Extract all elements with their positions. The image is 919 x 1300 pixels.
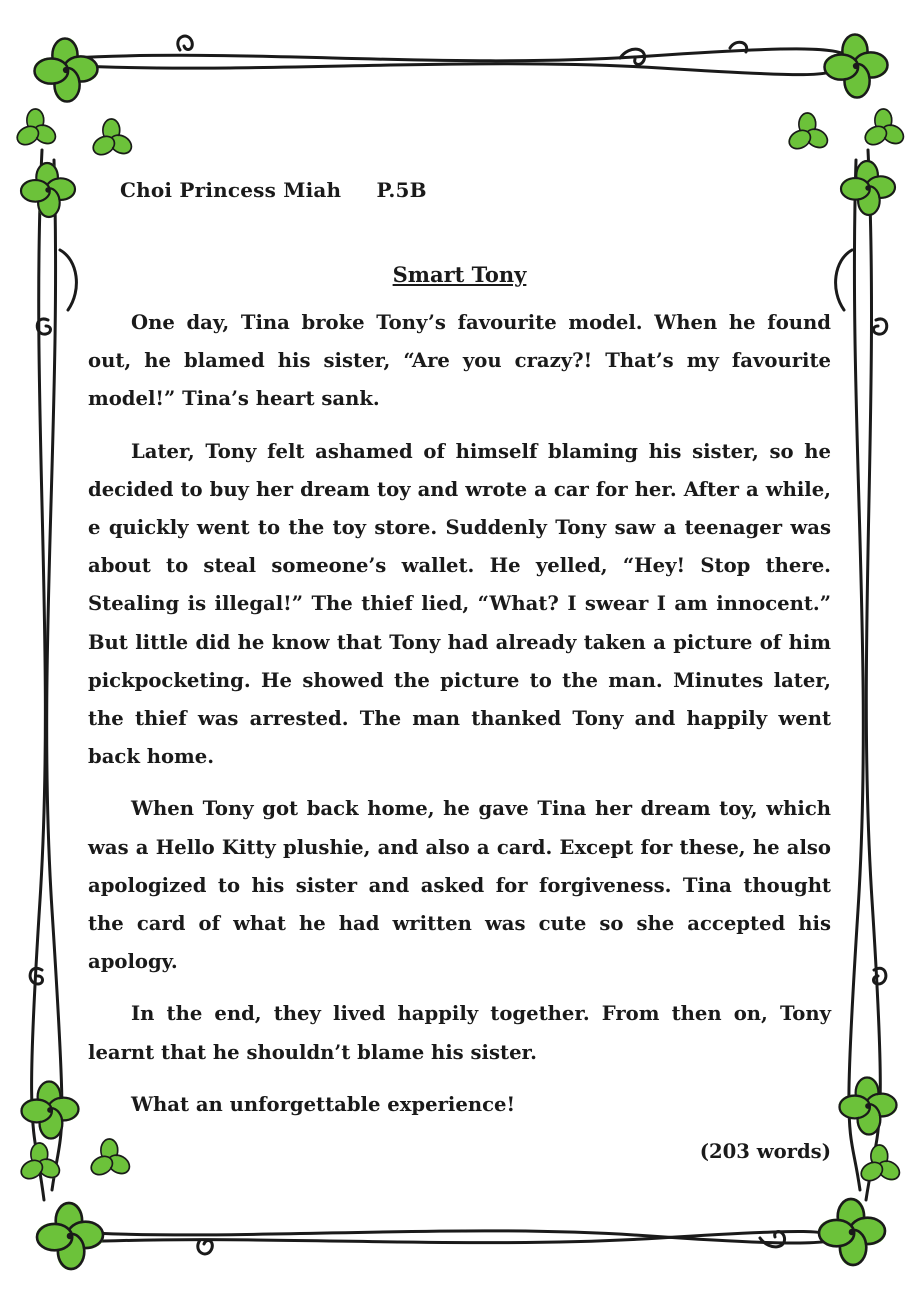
student-name: Choi Princess Miah [120, 178, 342, 202]
paragraph: When Tony got back home, he gave Tina her dream toy, which was a Hello Kitty plushie, and also a card. Except for these, he also apologized to his sister and asked for forgiveness. Tina thought the card of what he had written was cute so she accepted his apology. [88, 797, 831, 974]
student-class: P.5B [376, 178, 427, 202]
word-count: (203 words) [699, 1140, 831, 1163]
clover-cluster-top-right [785, 33, 907, 215]
paragraph: In the end, they lived happily together. From then on, Tony learnt that he shouldn’t blame his sister. [88, 1002, 831, 1064]
paragraph: What an unforgettable experience! [131, 1092, 516, 1116]
clover-cluster-top-left [13, 37, 135, 217]
student-header [120, 178, 427, 202]
story-body [88, 304, 831, 1138]
paragraph: Later, Tony felt ashamed of himself blaming his sister, so he decided to buy her dream toy and wrote a car for her. After a while, e quickly went to the toy store. Suddenly Tony saw a teenager was about to steal someone’s wallet. He yelled, “Hey! Stop there. Stealing is illegal!” The thief lied, “What? I swear I am innocent.” But little did he know that Tony had already taken a picture of him pickpocketing. He showed the picture to the man. Minutes later, the thief was arrested. The man thanked Tony and happily went back home. [88, 439, 831, 769]
paragraph: One day, Tina broke Tony’s favourite model. When he found out, he blamed his sister, “Are you crazy?! That’s my favourite model!” Tina’s heart sank. [88, 311, 831, 411]
story-title: Smart Tony [392, 262, 527, 287]
